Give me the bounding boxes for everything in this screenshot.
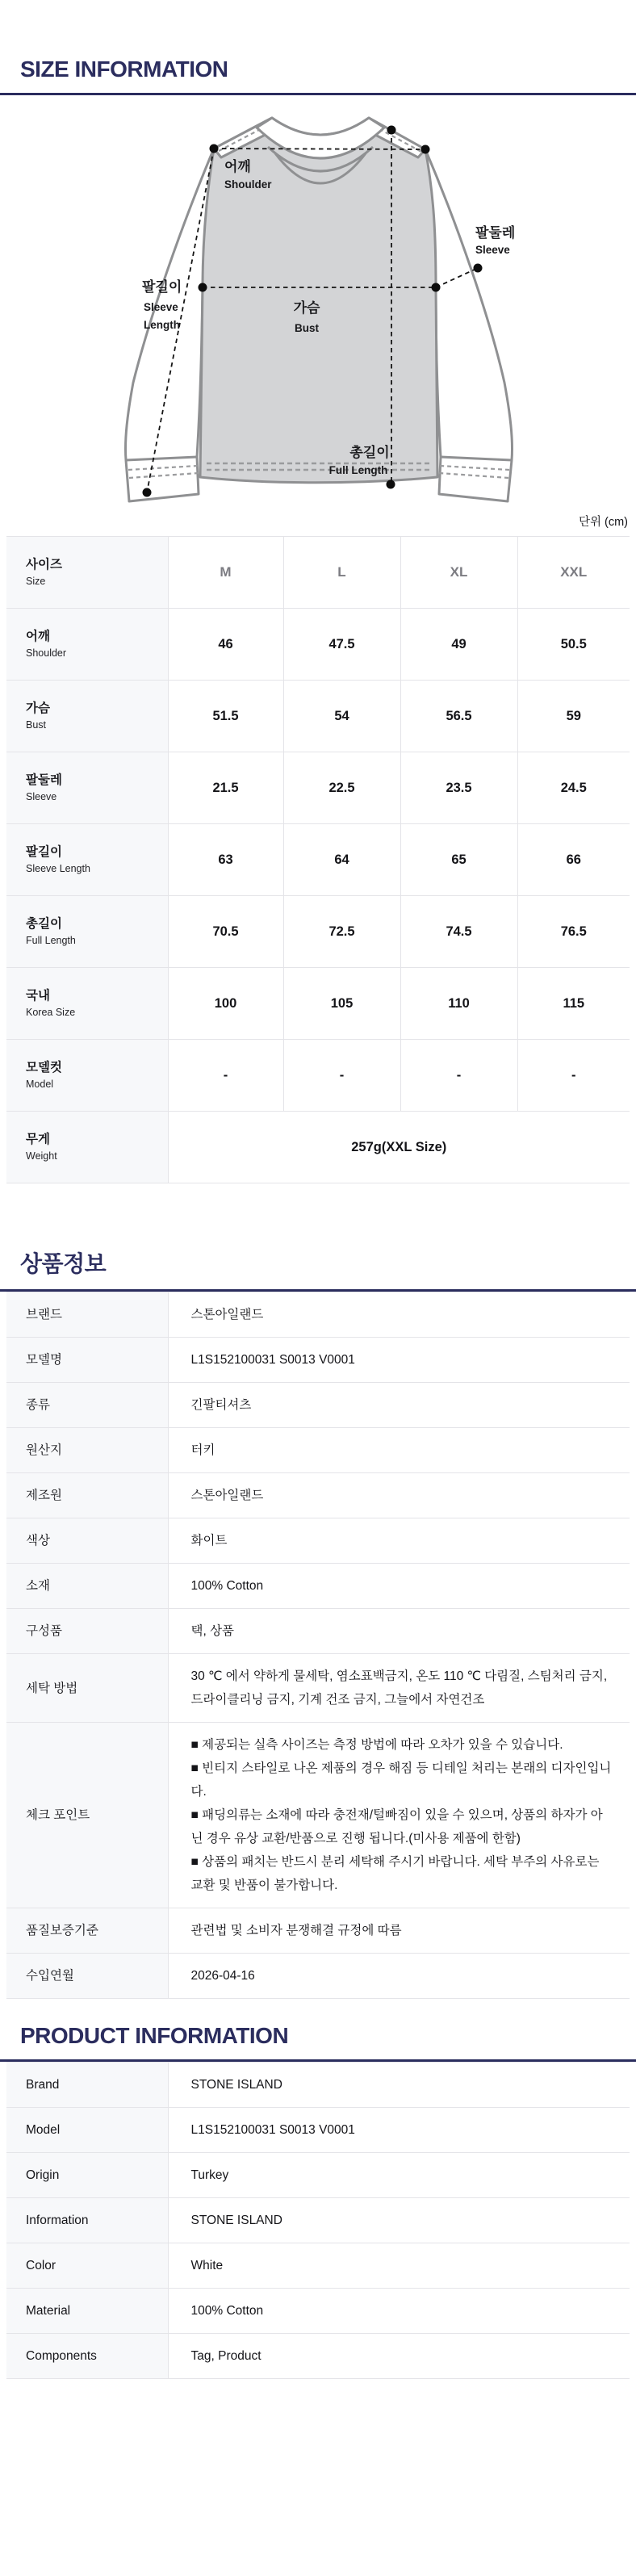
diagram-full-length-label-en: Full Length [328, 464, 388, 476]
size-label-ko: 팔길이 [26, 844, 62, 859]
info-label-cell: Material [6, 2289, 168, 2334]
info-table-row [6, 2153, 630, 2198]
info-table-row [6, 1428, 630, 1473]
product-info-kr-section [0, 1246, 636, 1999]
info-label-cell: 제조원 [6, 1473, 168, 1518]
diagram-shoulder-label-en: Shoulder [224, 178, 272, 191]
size-label-cell [6, 824, 168, 896]
info-value-cell: Turkey [168, 2153, 630, 2198]
size-value-cell: 66 [517, 824, 630, 896]
size-value-cell: 59 [517, 681, 630, 752]
info-value-cell: 택, 상품 [168, 1609, 630, 1654]
section-gap [0, 1183, 636, 1246]
info-label-cell: Information [6, 2198, 168, 2243]
size-label-ko: 무게 [26, 1132, 50, 1146]
size-table-row [6, 968, 630, 1040]
size-label-cell [6, 681, 168, 752]
section-divider [0, 93, 636, 95]
info-value-cell: L1S152100031 S0013 V0001 [168, 2108, 630, 2153]
size-value-cell: 63 [168, 824, 283, 896]
info-label-cell: 브랜드 [6, 1292, 168, 1338]
info-table-row [6, 1654, 630, 1723]
size-value-cell: 21.5 [168, 752, 283, 824]
check-point-item: ■ 빈티지 스타일로 나온 제품의 경우 해짐 등 디테일 처리는 본래의 디자인입니다. [190, 1761, 612, 1799]
info-value-cell: 터키 [168, 1428, 630, 1473]
info-table-row [6, 1908, 630, 1954]
info-value-cell: 긴팔티셔츠 [168, 1383, 630, 1428]
size-value-cell: 22.5 [283, 752, 400, 824]
info-label-cell: 모델명 [6, 1338, 168, 1383]
info-table-row [6, 2198, 630, 2243]
info-table-row [6, 1564, 630, 1609]
diagram-sleeve-label-en: Sleeve [475, 244, 510, 256]
info-value-cell: STONE ISLAND [168, 2198, 630, 2243]
info-value-cell [168, 1723, 630, 1908]
product-info-en-table [6, 2062, 630, 2379]
info-label-cell: 세탁 방법 [6, 1654, 168, 1723]
diagram-shoulder-label-ko: 어깨 [224, 159, 251, 174]
size-column-header: XL [400, 537, 517, 609]
size-label-en: Korea Size [26, 1007, 76, 1019]
size-table-row [6, 1112, 630, 1183]
info-label-cell: 소재 [6, 1564, 168, 1609]
size-label-cell [6, 609, 168, 681]
measure-dot [210, 145, 219, 153]
size-label-cell [6, 896, 168, 968]
info-value-cell: STONE ISLAND [168, 2063, 630, 2108]
diagram-bust-label-ko: 가슴 [293, 300, 320, 316]
size-label-en: Shoulder [26, 647, 67, 660]
diagram-sleeve-label-ko: 팔둘레 [475, 225, 516, 241]
info-table-row [6, 2108, 630, 2153]
measure-dot [199, 283, 207, 292]
product-info-kr-title: 상품정보 [20, 1251, 107, 1276]
section-gap [0, 1999, 636, 2023]
info-value-cell: 스톤아일랜드 [168, 1292, 630, 1338]
info-table-row [6, 1338, 630, 1383]
size-value-cell: 70.5 [168, 896, 283, 968]
info-label-cell: 구성품 [6, 1609, 168, 1654]
size-label-ko: 모델컷 [26, 1060, 62, 1074]
bottom-whitespace [0, 2379, 636, 2440]
info-table-row [6, 2243, 630, 2289]
info-value-cell: 100% Cotton [168, 1564, 630, 1609]
info-label-cell: 종류 [6, 1383, 168, 1428]
info-label-cell: Brand [6, 2063, 168, 2108]
size-label-en: Bust [26, 719, 47, 731]
measure-dot [387, 480, 395, 489]
info-value-cell: 스톤아일랜드 [168, 1473, 630, 1518]
info-table-row [6, 2289, 630, 2334]
info-value-cell: L1S152100031 S0013 V0001 [168, 1338, 630, 1383]
tshirt-diagram-svg [0, 100, 636, 504]
measure-dot [421, 145, 430, 154]
product-info-en-title: PRODUCT INFORMATION [20, 2023, 289, 2048]
size-label-cell [6, 1112, 168, 1183]
size-column-header: L [283, 537, 400, 609]
size-value-cell: - [517, 1040, 630, 1112]
size-table-header-row [6, 537, 630, 609]
size-value-cell: 74.5 [400, 896, 517, 968]
size-value-cell: 46 [168, 609, 283, 681]
size-label-cell [6, 968, 168, 1040]
size-label-cell [6, 752, 168, 824]
size-label-ko: 총길이 [26, 916, 62, 931]
size-label-en: Full Length [26, 935, 76, 947]
size-value-cell: 24.5 [517, 752, 630, 824]
size-label-en: Model [26, 1079, 54, 1091]
size-label-ko: 국내 [26, 988, 50, 1003]
info-label-cell: 원산지 [6, 1428, 168, 1473]
size-value-cell: 54 [283, 681, 400, 752]
measure-dot [474, 264, 483, 273]
size-value-cell: 51.5 [168, 681, 283, 752]
size-value-cell: - [168, 1040, 283, 1112]
info-label-cell: 체크 포인트 [6, 1723, 168, 1908]
size-value-cell: - [283, 1040, 400, 1112]
info-table-row [6, 1292, 630, 1338]
unit-cm-label: 단위 (cm) [578, 516, 628, 529]
product-info-kr-table [6, 1292, 630, 1999]
size-label-ko: 어깨 [26, 629, 50, 643]
info-table-row [6, 1473, 630, 1518]
size-value-cell: 56.5 [400, 681, 517, 752]
info-label-cell: Origin [6, 2153, 168, 2198]
info-value-cell: 100% Cotton [168, 2289, 630, 2334]
size-table-row [6, 681, 630, 752]
size-value-cell: 110 [400, 968, 517, 1040]
size-value-cell: 47.5 [283, 609, 400, 681]
product-info-en-section [0, 2023, 636, 2379]
info-label-cell: 수입연월 [6, 1954, 168, 1999]
diagram-full-length-label-ko: 총길이 [349, 445, 390, 460]
diagram-sleeve-length-label-ko: 팔길이 [142, 279, 182, 295]
info-label-cell: 품질보증기준 [6, 1908, 168, 1954]
size-label-ko: 사이즈 [26, 557, 62, 572]
info-table-row [6, 2334, 630, 2379]
size-information-title: SIZE INFORMATION [20, 57, 228, 82]
measure-dot [432, 283, 441, 292]
info-value-cell: 관련법 및 소비자 분쟁해결 규정에 따름 [168, 1908, 630, 1954]
info-label-cell: Color [6, 2243, 168, 2289]
size-value-cell: 65 [400, 824, 517, 896]
size-label-cell [6, 1040, 168, 1112]
size-label-en: Weight [26, 1150, 57, 1162]
size-label-en: Sleeve Length [26, 863, 90, 875]
size-table-row [6, 752, 630, 824]
size-table [6, 536, 630, 1183]
size-label-ko: 팔둘레 [26, 773, 62, 787]
info-table-row [6, 1383, 630, 1428]
info-value-cell: Tag, Product [168, 2334, 630, 2379]
size-column-header: M [168, 537, 283, 609]
size-value-cell: 50.5 [517, 609, 630, 681]
info-table-row [6, 1954, 630, 1999]
size-table-row [6, 896, 630, 968]
garment-measurement-diagram [0, 100, 636, 508]
diagram-sleeve-length-label-en1: Sleeve [144, 301, 178, 313]
size-value-cell: 105 [283, 968, 400, 1040]
size-table-row [6, 824, 630, 896]
size-value-cell: 64 [283, 824, 400, 896]
info-table-row [6, 1723, 630, 1908]
check-point-item: ■ 제공되는 실측 사이즈는 측정 방법에 따라 오차가 있을 수 있습니다. [190, 1738, 563, 1752]
info-table-row [6, 1518, 630, 1564]
size-value-cell: 100 [168, 968, 283, 1040]
info-table-row [6, 1609, 630, 1654]
size-value-cell: 76.5 [517, 896, 630, 968]
size-label-en: Size [26, 576, 46, 588]
info-label-cell: Model [6, 2108, 168, 2153]
size-label-cell [6, 537, 168, 609]
measure-dot [143, 488, 152, 497]
diagram-sleeve-length-label-en2: Length [144, 319, 180, 331]
size-column-header: XXL [517, 537, 630, 609]
diagram-bust-label-en: Bust [295, 322, 319, 334]
size-value-cell: 115 [517, 968, 630, 1040]
size-value-cell: 23.5 [400, 752, 517, 824]
size-span-value-cell: 257g(XXL Size) [168, 1112, 630, 1183]
size-value-cell: 49 [400, 609, 517, 681]
info-value-cell: 30 ℃ 에서 약하게 물세탁, 염소표백금지, 온도 110 ℃ 다림질, 스팀처리 금지, 드라이클리닝 금지, 기계 건조 금지, 그늘에서 자연건조 [168, 1654, 630, 1723]
info-value-cell: White [168, 2243, 630, 2289]
size-value-cell: - [400, 1040, 517, 1112]
check-point-item: ■ 상품의 패치는 반드시 분리 세탁해 주시기 바랍니다. 세탁 부주의 사유로는 교환 및 반품이 불가합니다. [190, 1855, 600, 1892]
size-information-section [0, 57, 636, 1183]
size-table-row [6, 1040, 630, 1112]
info-value-cell: 화이트 [168, 1518, 630, 1564]
info-value-cell: 2026-04-16 [168, 1954, 630, 1999]
info-label-cell: 색상 [6, 1518, 168, 1564]
check-point-item: ■ 패딩의류는 소재에 따라 충전재/털빠짐이 있을 수 있으며, 상품의 하자가 아닌 경우 유상 교환/반품으로 진행 됩니다.(미사용 제품에 한함) [190, 1808, 603, 1845]
measure-dot [387, 126, 396, 135]
size-table-row [6, 609, 630, 681]
size-value-cell: 72.5 [283, 896, 400, 968]
size-label-en: Sleeve [26, 791, 57, 803]
info-label-cell: Components [6, 2334, 168, 2379]
info-table-row [6, 2063, 630, 2108]
size-label-ko: 가슴 [26, 701, 50, 715]
